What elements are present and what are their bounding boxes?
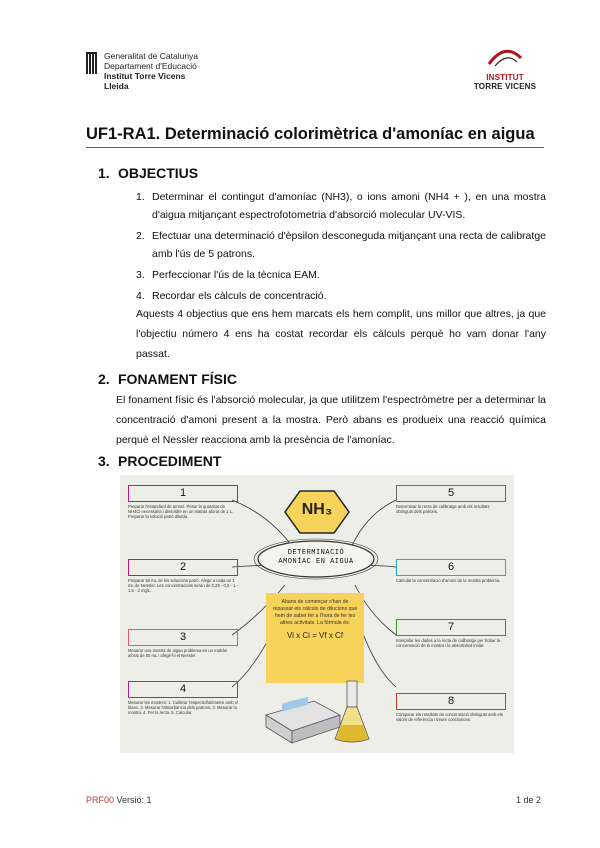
school-city: Lleida xyxy=(104,81,129,91)
step-label xyxy=(396,619,506,636)
item-text: Recordar els càlculs de concentració. xyxy=(152,290,327,302)
page-number: 1 de 2 xyxy=(516,795,542,805)
procedure-infographic xyxy=(120,475,514,753)
section-title: FONAMENT FÍSIC xyxy=(118,371,237,387)
objectives-list xyxy=(114,188,546,308)
step-label xyxy=(128,559,238,576)
gov-line1: Generalitat de Catalunya xyxy=(104,51,199,61)
nh3-formula: NH₃ xyxy=(301,501,333,518)
generalitat-logo-icon xyxy=(86,52,100,80)
section-number: 3. xyxy=(98,453,110,469)
dilution-equation: Vi x Ci = Vf x Cf xyxy=(286,631,344,640)
center-title-line1: DETERMINACIÓ xyxy=(287,549,345,557)
center-title xyxy=(260,549,372,567)
sticky-text: Abans de començar s'han de repassar els càlculs de dilucions que hem de saber fer a l'hora de fer les altres activitats. La fórmula és: xyxy=(272,599,358,626)
section-title: PROCEDIMENT xyxy=(118,453,222,469)
item-number: 2. xyxy=(136,230,145,242)
step-label xyxy=(128,485,238,502)
step-label xyxy=(128,681,238,698)
torre-vicens-swoosh-icon xyxy=(487,46,523,68)
step-card xyxy=(128,485,238,520)
step-text: Preparar l'estandard de amoni. Pesar la quantitat de NH4Cl necessària i dissoldre en un matràs aforat de 1 L. Preparar la solució patró diluïda. xyxy=(128,504,234,520)
sticky-note xyxy=(266,593,364,683)
center-title-line2: AMONÍAC EN AIGUA xyxy=(278,558,354,566)
item-number: 4. xyxy=(136,290,145,302)
section-fonament-heading xyxy=(98,371,237,387)
item-number: 1. xyxy=(136,191,145,203)
section-number: 2. xyxy=(98,371,110,387)
section-procediment-heading xyxy=(98,453,221,469)
fonament-paragraph: El fonament físic és l'absorció molecular, ja que utilitzem l'espectròmetre per a determinar la concentració d'amoni present a la mostra. Però abans es produeix una reacció química perquè el Nessler reacciona amb la presència de l'amoníac. xyxy=(116,394,546,446)
list-item xyxy=(114,227,546,263)
gov-line2: Departament d'Educació xyxy=(104,61,197,71)
item-text: Perfeccionar l'ús de la tècnica EAM. xyxy=(152,269,320,281)
step-text: Calcular la concentració d'amoni de la mostra problema. xyxy=(396,578,501,583)
step-text: Preparar 50 mL de les solucions patró. Afegir a cada un 1 mL de Nessler. Les concentracions seran de 0,25 - 0,5 - 1 - 1,5 - 2 mg/L. xyxy=(128,578,238,594)
section-number: 1. xyxy=(98,165,110,181)
step-number: 4 xyxy=(179,683,187,695)
list-item xyxy=(114,266,546,284)
doc-version: Versió: 1 xyxy=(116,795,152,805)
institution-block xyxy=(104,51,198,91)
footer-version xyxy=(86,795,152,805)
step-card xyxy=(396,619,506,648)
step-card xyxy=(128,629,238,658)
flask-icon xyxy=(332,677,372,747)
step-number: 8 xyxy=(447,695,455,707)
step-number: 5 xyxy=(447,487,455,499)
step-card xyxy=(396,693,506,722)
step-text: Determinar la recta de calibratge amb els resultats obtinguts dels patrons. xyxy=(396,504,490,515)
logo-line2: TORRE VICENS xyxy=(473,82,537,91)
step-card xyxy=(396,559,506,583)
step-number: 7 xyxy=(447,621,455,633)
item-number: 3. xyxy=(136,269,145,281)
step-text: Mesurar una mostra de aigua problema en un matràs aforat de 50 mL i afegir-hi el Nessler. xyxy=(128,648,227,659)
doc-code: PRF00 xyxy=(86,795,115,805)
step-text: Interpolar les dades a la recta de calibratge per trobar la concentració de la mostra i la absortivitat molar. xyxy=(396,638,501,649)
step-card xyxy=(128,681,238,716)
school-name: Institut Torre Vicens xyxy=(104,71,186,81)
step-number: 1 xyxy=(179,487,187,499)
step-number: 3 xyxy=(179,631,187,643)
step-label xyxy=(396,559,506,576)
step-card xyxy=(128,559,238,594)
title-divider xyxy=(86,147,544,148)
step-text: Mesurar les mostres: 1. Calibrar l'espectrofotòmetre amb el blanc. 2. Mesurar l'absorbància dels patrons. 3. Mesurar la mostra. 4. Fer la recta. 5. Calcular. xyxy=(128,700,238,716)
step-card xyxy=(396,485,506,514)
page-title: UF1-RA1. Determinació colorimètrica d'amoníac en aigua xyxy=(86,125,535,143)
section-objectius-heading xyxy=(98,165,198,181)
torre-vicens-logo xyxy=(470,46,540,98)
objectives-comment: Aquests 4 objectius que ens hem marcats els hem complit, uns millor que altres, ja que l'objectiu número 4 ens ha costat recordar els càlculs perquè ho vam donar l'any passat. xyxy=(136,308,546,360)
step-label xyxy=(396,485,506,502)
step-text: Comparar els resultats de concentració obtinguts amb els valors de referència i treure conclusions. xyxy=(396,712,503,723)
step-number: 6 xyxy=(447,561,455,573)
step-label xyxy=(396,693,506,710)
list-item xyxy=(114,188,546,224)
list-item xyxy=(114,287,546,305)
logo-line1: INSTITUT xyxy=(486,73,524,82)
step-number: 2 xyxy=(179,561,187,573)
section-title: OBJECTIUS xyxy=(118,165,199,181)
item-text: Determinar el contingut d'amoníac (NH3), o ions amoni (NH4 + ), en una mostra d'aigua mitjançant espectrofotometria d'absorció molecular UV-VIS. xyxy=(152,191,546,221)
step-label xyxy=(128,629,238,646)
item-text: Efectuar una determinació d'èpsilon desconeguda mitjançant una recta de calibratge amb l'ús de 5 patrons. xyxy=(152,230,546,260)
